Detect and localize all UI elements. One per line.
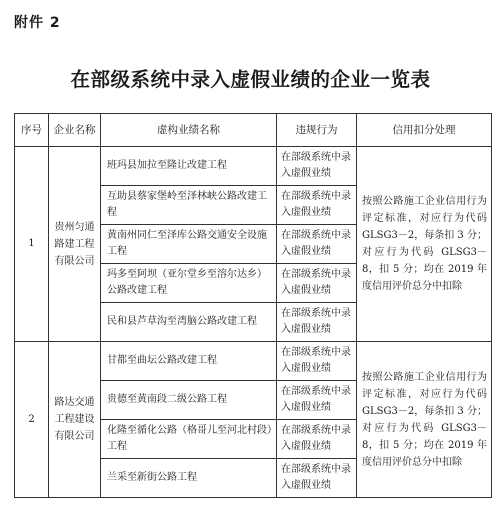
attachment-label: 附件 2 bbox=[14, 15, 61, 31]
group-number: 2 bbox=[15, 342, 49, 498]
violation-text: 在部级系统中录入虚假业绩 bbox=[277, 303, 357, 342]
violation-text: 在部级系统中录入虚假业绩 bbox=[277, 420, 357, 459]
enterprise-table bbox=[14, 113, 492, 498]
project-name: 化隆至循化公路（格哥儿至河北村段）工程 bbox=[101, 420, 277, 459]
column-header-number: 序号 bbox=[15, 114, 49, 147]
table-row bbox=[15, 147, 492, 186]
column-header-penalty: 信用扣分处理 bbox=[357, 114, 492, 147]
project-name: 黄南州同仁至泽库公路交通安全设施工程 bbox=[101, 225, 277, 264]
document-title: 在部级系统中录入虚假业绩的企业一览表 bbox=[70, 68, 431, 91]
violation-text: 在部级系统中录入虚假业绩 bbox=[277, 342, 357, 381]
table-row bbox=[15, 342, 492, 381]
column-header-violation: 违规行为 bbox=[277, 114, 357, 147]
column-header-project: 虚构业绩名称 bbox=[101, 114, 277, 147]
column-header-company: 企业名称 bbox=[49, 114, 101, 147]
project-name: 贵德至黄南段二级公路工程 bbox=[101, 381, 277, 420]
violation-text: 在部级系统中录入虚假业绩 bbox=[277, 147, 357, 186]
project-name: 班玛县加拉至隆让改建工程 bbox=[101, 147, 277, 186]
violation-text: 在部级系统中录入虚假业绩 bbox=[277, 459, 357, 498]
project-name: 民和县芦草沟至湾脑公路改建工程 bbox=[101, 303, 277, 342]
penalty-text: 按照公路施工企业信用行为评定标准，对应行为代码 GLSG3－2，每条扣 3 分；对应行为代码 GLSG3－8，扣 5 分；均在 2019 年度信用评价总分中扣除 bbox=[357, 147, 492, 342]
violation-text: 在部级系统中录入虚假业绩 bbox=[277, 264, 357, 303]
violation-text: 在部级系统中录入虚假业绩 bbox=[277, 186, 357, 225]
project-name: 玛多至阿坝（亚尔堂乡至溶尔达乡）公路改建工程 bbox=[101, 264, 277, 303]
project-name: 互助县蔡家堡岭至泽林峡公路改建工程 bbox=[101, 186, 277, 225]
project-name: 甘都至曲坛公路改建工程 bbox=[101, 342, 277, 381]
project-name: 兰采至新街公路工程 bbox=[101, 459, 277, 498]
company-name: 贵州匀通路建工程有限公司 bbox=[49, 147, 101, 342]
penalty-text: 按照公路施工企业信用行为评定标准，对应行为代码 GLSG3－2，每条扣 3 分；对应行为代码 GLSG3－8，扣 5 分；均在 2019 年度信用评价总分中扣除 bbox=[357, 342, 492, 498]
violation-text: 在部级系统中录入虚假业绩 bbox=[277, 225, 357, 264]
group-number: 1 bbox=[15, 147, 49, 342]
company-name: 路达交通工程建设有限公司 bbox=[49, 342, 101, 498]
violation-text: 在部级系统中录入虚假业绩 bbox=[277, 381, 357, 420]
table-header-row bbox=[15, 114, 492, 147]
